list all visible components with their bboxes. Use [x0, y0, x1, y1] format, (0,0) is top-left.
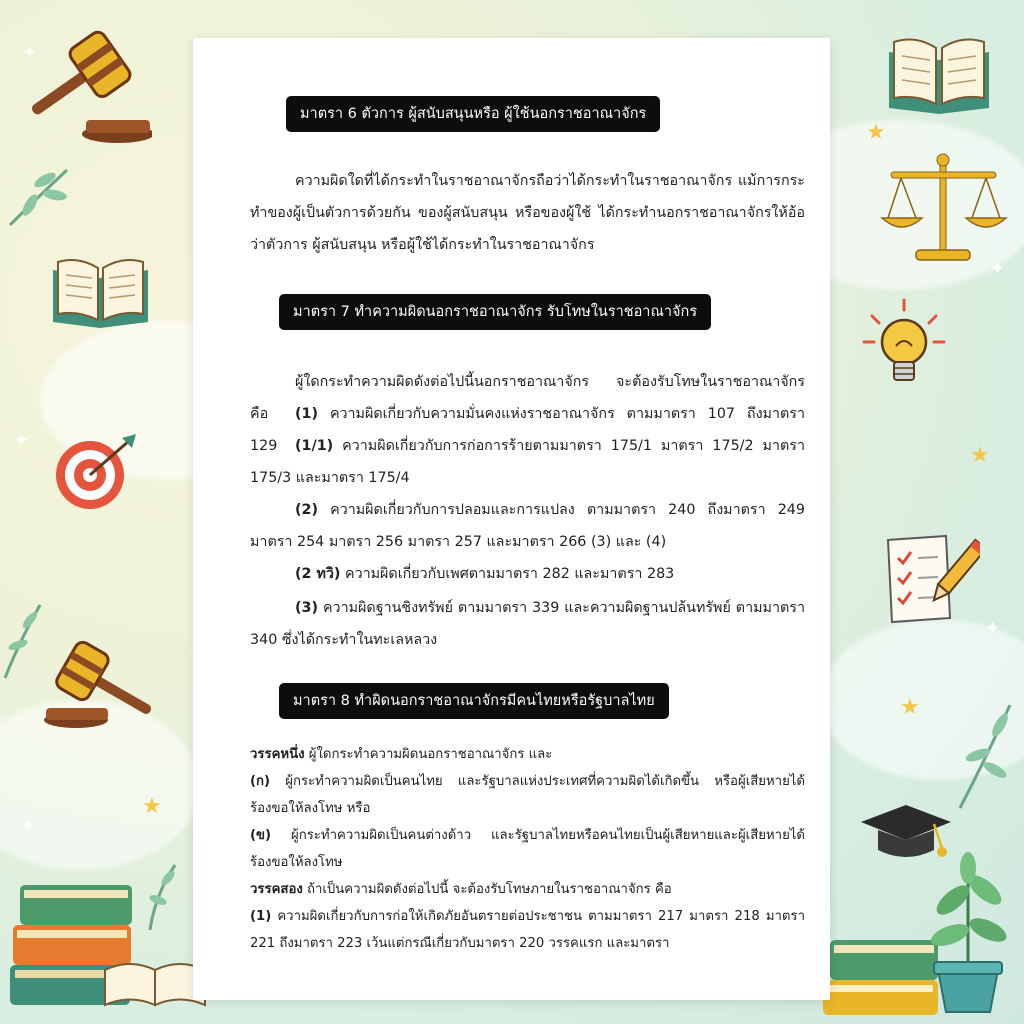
- section-8-paragraph-1: [250, 741, 805, 768]
- open-book-icon: [48, 250, 153, 330]
- item-text: ผู้กระทำความผิดเป็นคนไทย และรัฐบาลแห่งประเทศที่ความผิดได้เกิดขึ้น หรือผู้เสียหายได้ร้องขอให้ลงโทษ หรือ: [250, 774, 805, 816]
- list-item: [250, 558, 805, 590]
- paragraph-text: ผู้ใดกระทำความผิดนอกราชอาณาจักร และ: [308, 747, 553, 762]
- target-icon: [50, 430, 140, 510]
- section-6-text: ความผิดใดที่ได้กระทำในราชอาณาจักรถือว่าได้กระทำในราชอาณาจักร แม้การกระทำของผู้เป็นตัวการด้วยกัน ของผู้สนับสนุน หรือของผู้ใช้ ได้กระทำนอกราชอาณาจักรให้อ้อว่าตัวการ ผู้สนับสนุน หรือผู้ใช้ได้กระทำในราชอาณาจักร: [250, 173, 805, 253]
- item-label: (3): [295, 600, 319, 616]
- scales-icon: [876, 150, 1011, 265]
- item-label: (1): [250, 909, 272, 924]
- gavel-icon: [38, 640, 163, 735]
- item-text: ความผิดเกี่ยวกับการปลอมและการแปลง ตามมาตรา 240 ถึงมาตรา 249 มาตรา 254 มาตรา 256 มาตรา 257 และมาตรา 266 (3) และ (4): [250, 502, 806, 550]
- sparkle-icon: ✦: [990, 258, 1006, 279]
- item-text: ความผิดเกี่ยวกับความมั่นคงแห่งราชอาณาจักร ตามมาตรา 107 ถึงมาตรา 129: [250, 406, 805, 454]
- item-text: ความผิดเกี่ยวกับการก่อให้เกิดภัยอันตรายต่อประชาชน ตามมาตรา 217 มาตรา 218 มาตรา 221 ถึงมาตรา 223 เว้นแต่กรณีเกี่ยวกับมาตรา 220 วรรคแรก และมาตรา: [250, 909, 805, 951]
- document-page: [193, 38, 830, 1000]
- sparkle-icon: ✦: [14, 430, 30, 451]
- section-7-intro-text: ผู้ใดกระทำความผิดดังต่อไปนี้นอกราชอาณาจักร จะต้องรับโทษในราชอาณาจักร คือ: [250, 374, 805, 422]
- sparkle-icon: ✦: [20, 815, 36, 836]
- item-text: ผู้กระทำความผิดเป็นคนต่างด้าว และรัฐบาลไทยหรือคนไทยเป็นผู้เสียหายและผู้เสียหายได้ร้องขอให้ลงโทษ: [250, 828, 805, 870]
- star-icon: ★: [142, 794, 162, 819]
- list-item: [250, 822, 805, 876]
- list-item: [250, 768, 805, 822]
- lightbulb-icon: [862, 296, 947, 391]
- item-label: (ข): [250, 828, 272, 843]
- sparkle-icon: ✦: [22, 42, 38, 63]
- star-icon: ★: [970, 443, 990, 468]
- star-icon: ★: [866, 120, 886, 145]
- gavel-icon: [12, 22, 152, 147]
- leaf-icon: [950, 700, 1020, 810]
- item-text: ความผิดฐานชิงทรัพย์ ตามมาตรา 339 และความผิดฐานปล้นทรัพย์ ตามมาตรา 340 ซึ่งได้กระทำในทะเลหลวง: [250, 600, 805, 648]
- paragraph-label: วรรคสอง: [250, 882, 303, 897]
- item-label: (1/1): [295, 438, 334, 454]
- item-text: ความผิดเกี่ยวกับเพศตามมาตรา 282 และมาตรา 283: [345, 566, 675, 582]
- section-8-paragraph-2: [250, 876, 805, 903]
- paragraph-text: ถ้าเป็นความผิดดังต่อไปนี้ จะต้องรับโทษภายในราชอาณาจักร คือ: [307, 882, 672, 897]
- section-6-heading: มาตรา 6 ตัวการ ผู้สนับสนุนหรือ ผู้ใช้นอกราชอาณาจักร: [286, 96, 660, 132]
- star-icon: ★: [900, 695, 920, 720]
- list-item: [250, 592, 805, 656]
- item-label: (2): [295, 502, 319, 518]
- item-text: ความผิดเกี่ยวกับการก่อการร้ายตามมาตรา 175/1 มาตรา 175/2 มาตรา 175/3 และมาตรา 175/4: [250, 438, 805, 486]
- checklist-icon: [880, 530, 980, 625]
- section-6-paragraph: [250, 165, 805, 261]
- item-label: (1): [295, 406, 319, 422]
- item-label: (2 ทวิ): [295, 566, 341, 582]
- leaf-icon: [5, 160, 75, 230]
- open-book-icon: [884, 30, 994, 115]
- plant-icon: [918, 850, 1018, 1015]
- paragraph-label: วรรคหนึ่ง: [250, 747, 305, 762]
- section-7-heading: มาตรา 7 ทำความผิดนอกราชอาณาจักร รับโทษในราชอาณาจักร: [279, 294, 711, 330]
- list-item: [250, 430, 805, 494]
- section-8-heading: มาตรา 8 ทำผิดนอกราชอาณาจักรมีคนไทยหรือรัฐบาลไทย: [279, 683, 669, 719]
- list-item: [250, 903, 805, 957]
- item-label: (ก): [250, 774, 271, 789]
- sparkle-icon: ✦: [985, 618, 1001, 639]
- leaf-icon: [140, 860, 185, 930]
- list-item: [250, 494, 805, 558]
